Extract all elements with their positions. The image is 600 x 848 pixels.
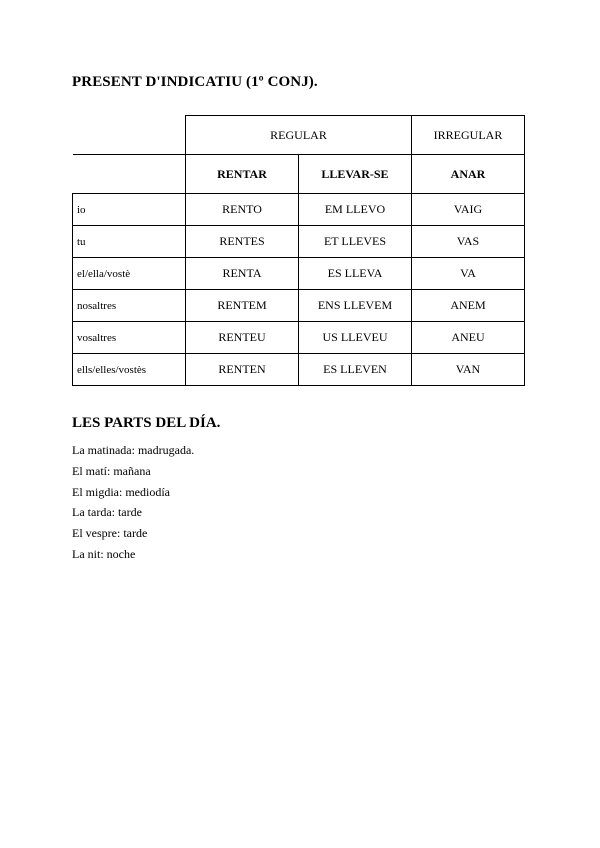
pronoun-cell: el/ella/vostè <box>73 258 186 290</box>
form-cell: RENTO <box>186 194 299 226</box>
form-cell: RENTEN <box>186 354 299 386</box>
page-title: PRESENT D'INDICATIU (1º CONJ). <box>72 74 318 90</box>
pronoun-cell: tu <box>73 226 186 258</box>
form-cell: ES LLEVEN <box>299 354 412 386</box>
irregular-group-header: IRREGULAR <box>412 116 525 155</box>
list-item: El vespre: tarde <box>72 526 148 541</box>
table-row <box>73 290 525 322</box>
conjugation-table <box>72 115 525 386</box>
table-row <box>73 226 525 258</box>
group-header-row <box>73 116 525 155</box>
list-item: La matinada: madrugada. <box>72 443 195 457</box>
section-title-day-parts: LES PARTS DEL DÍA. <box>72 415 221 431</box>
regular-group-header: REGULAR <box>186 116 412 155</box>
list-item: La tarda: tarde <box>72 505 142 520</box>
pronoun-cell: ells/elles/vostès <box>73 354 186 386</box>
form-cell: ES LLEVA <box>299 258 412 290</box>
form-cell: ET LLEVES <box>299 226 412 258</box>
form-cell: RENTES <box>186 226 299 258</box>
day-parts-list <box>72 442 194 567</box>
table-row <box>73 194 525 226</box>
pronoun-cell: vosaltres <box>73 322 186 354</box>
pronoun-cell: nosaltres <box>73 290 186 322</box>
form-cell: EM LLEVO <box>299 194 412 226</box>
form-cell: RENTEU <box>186 322 299 354</box>
form-cell: VAN <box>412 354 525 386</box>
form-cell: US LLEVEU <box>299 322 412 354</box>
form-cell: RENTA <box>186 258 299 290</box>
verb-header-rentar: RENTAR <box>186 155 299 194</box>
verb-header-anar: ANAR <box>412 155 525 194</box>
table-row <box>73 322 525 354</box>
list-item: El matí: mañana <box>72 463 151 478</box>
empty-corner-cell <box>73 155 186 194</box>
list-item: El migdia: mediodía <box>72 484 170 499</box>
form-cell: VAIG <box>412 194 525 226</box>
form-cell: ANEU <box>412 322 525 354</box>
table-row <box>73 258 525 290</box>
table-row <box>73 354 525 386</box>
form-cell: VAS <box>412 226 525 258</box>
empty-corner-cell <box>73 116 186 155</box>
verb-header-row <box>73 155 525 194</box>
form-cell: RENTEM <box>186 290 299 322</box>
form-cell: VA <box>412 258 525 290</box>
form-cell: ANEM <box>412 290 525 322</box>
verb-header-llevar-se: LLEVAR-SE <box>299 155 412 194</box>
list-item: La nit: noche <box>72 546 136 561</box>
form-cell: ENS LLEVEM <box>299 290 412 322</box>
pronoun-cell: io <box>73 194 186 226</box>
